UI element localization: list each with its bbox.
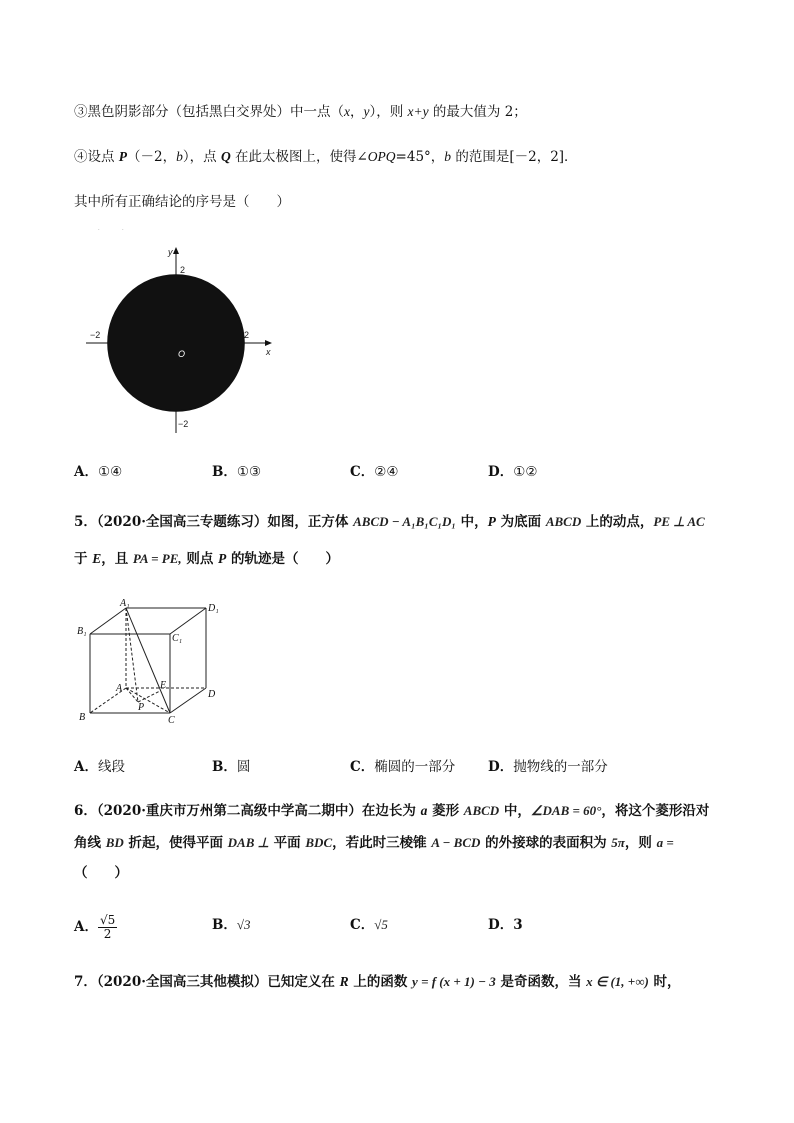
q6-plane2: BDC <box>305 835 333 850</box>
q6-mid: 菱形 <box>427 803 464 819</box>
q5-l2a: 于 <box>74 551 93 567</box>
option-label: C． <box>350 759 375 775</box>
edge-C1-D1 <box>170 608 206 634</box>
option-text: 线段 <box>97 759 125 775</box>
q6-tetra: A − BCD <box>431 835 481 850</box>
statement-4-text-c: ），点 <box>182 149 221 165</box>
option-text: ①③ <box>236 464 262 480</box>
option-label: B． <box>212 917 237 933</box>
x-arrow <box>265 340 272 346</box>
edge-B1-A1 <box>90 608 126 634</box>
q5-stem-line-2 <box>74 549 339 569</box>
q7-mid: 上的函数 <box>348 974 413 990</box>
option-label: C． <box>350 464 375 480</box>
edge-C-D <box>170 688 206 713</box>
q5-l2b: ，且 <box>101 551 133 567</box>
q6-l2b: 折起，使得平面 <box>123 835 228 851</box>
svg-text:.: . <box>98 226 100 232</box>
y-axis-label: y <box>168 247 173 257</box>
var-Q: Q <box>220 149 231 164</box>
option-label: C． <box>350 917 375 933</box>
var-b-2: b <box>444 149 452 164</box>
cube-figure <box>74 598 234 728</box>
option-label: A． <box>74 464 98 480</box>
q7-tail: 时， <box>648 974 681 990</box>
fraction-sqrt5-over-2 <box>98 914 117 941</box>
q6-options <box>74 914 724 944</box>
option-text: √3 <box>236 917 251 932</box>
fraction-denominator: 2 <box>103 927 112 941</box>
q6-mid2: 中， <box>499 803 531 819</box>
comma: ， <box>350 104 364 120</box>
q6-l2a: 角线 <box>74 835 106 851</box>
q6-option-d[interactable] <box>488 914 523 936</box>
x-axis-label: x <box>266 347 271 357</box>
q5-l2c: 则点 <box>181 551 219 567</box>
q4-option-b[interactable] <box>212 461 261 483</box>
q5-option-c[interactable] <box>350 756 455 778</box>
q5-mid2: 为底面 <box>495 514 546 530</box>
label-A: A <box>116 683 123 694</box>
option-label: D． <box>488 759 514 775</box>
q5-stem-line-1 <box>74 512 705 532</box>
option-text: 3 <box>513 917 523 933</box>
option-label: A． <box>74 759 98 775</box>
q5-mid: 中， <box>455 514 488 530</box>
q5-perp: PE ⊥ AC <box>653 514 705 529</box>
label-D: D <box>208 689 216 700</box>
q7-mid2: 是奇函数，当 <box>495 974 587 990</box>
label-E: E <box>160 680 167 691</box>
label-P: P <box>138 702 145 713</box>
bottom-tick-label: −2 <box>178 419 189 429</box>
right-tick-label: 2 <box>244 330 250 340</box>
q6-option-c[interactable] <box>350 914 388 936</box>
statement-4-text-b: （－2， <box>127 149 177 165</box>
var-b: b <box>176 149 183 164</box>
statement-3-text-a: ③黑色阴影部分（包括黑白交界处）中一点（ <box>74 104 344 120</box>
q6-stem-line-1 <box>74 801 709 821</box>
top-tick-label: 2 <box>180 265 186 275</box>
option-text: √5 <box>374 917 388 932</box>
q5-var-E: E <box>92 551 102 566</box>
q7-stem-line-1 <box>74 972 681 992</box>
option-text: ①② <box>513 464 538 480</box>
option-text: 椭圆的一部分 <box>374 759 456 775</box>
q6-BD: BD <box>105 835 124 850</box>
q4-option-c[interactable] <box>350 461 398 483</box>
q7-var-R: R <box>339 974 349 989</box>
q5-eq: PA = PE, <box>132 551 182 566</box>
q7-lead: 7．（2020·全国高三其他模拟）已知定义在 <box>74 974 340 990</box>
q4-prompt: 其中所有正确结论的序号是（ ） <box>74 194 290 210</box>
q6-option-a[interactable] <box>74 914 117 941</box>
option-text: 圆 <box>236 759 251 775</box>
q6-shape: ABCD <box>463 803 500 818</box>
q6-l2f: ，则 <box>624 835 657 851</box>
statement-4-text-d: 在此太极图上，使得∠ <box>230 149 368 165</box>
q5-mid3: 上的动点， <box>581 514 654 530</box>
statement-4-text-e: =45°， <box>395 149 445 165</box>
label-A1: A₁ <box>120 598 130 609</box>
y-arrow <box>173 247 179 254</box>
q6-var-a: a <box>420 803 428 818</box>
q6-mid3: ，将这个菱形沿对 <box>601 803 710 819</box>
q6-area: 5π <box>611 835 625 850</box>
var-x: x <box>344 104 350 119</box>
q4-option-d[interactable] <box>488 461 537 483</box>
option-text: ①④ <box>97 464 123 480</box>
q6-option-b[interactable] <box>212 914 251 936</box>
option-label: B． <box>212 759 237 775</box>
statement-4-text-f: 的范围是[－2，2]． <box>451 149 578 165</box>
q6-lead: 6．（2020·重庆市万州第二高级中学高二期中）在边长为 <box>74 803 421 819</box>
statement-3 <box>74 102 527 122</box>
statement-4 <box>74 147 578 167</box>
q5-lead: 5．（2020·全国高三专题练习）如图，正方体 <box>74 514 354 530</box>
q6-l2e: 的外接球的表面积为 <box>480 835 612 851</box>
var-P: P <box>118 149 128 164</box>
label-B1: B₁ <box>77 626 87 637</box>
svg-text:.: . <box>122 226 124 232</box>
q6-l2d: ，若此时三棱锥 <box>332 835 432 851</box>
q4-options <box>74 461 724 483</box>
q5-option-b[interactable] <box>212 756 250 778</box>
label-C1: C₁ <box>172 633 183 644</box>
option-label: D． <box>488 464 514 480</box>
var-y: y <box>363 104 370 119</box>
q5-var-P-2: P <box>218 551 227 566</box>
q6-stem-line-3: （ ） <box>74 865 128 881</box>
q4-option-a[interactable] <box>74 461 122 483</box>
segment-A-C <box>126 688 170 713</box>
fraction-numerator: √5 <box>99 913 116 927</box>
q6-l2c: 平面 <box>268 835 306 851</box>
q6-aeq: a = <box>656 835 674 850</box>
left-tick-label: −2 <box>90 330 101 340</box>
option-label: B． <box>212 464 237 480</box>
q5-option-a[interactable] <box>74 756 125 778</box>
statement-4-text-a: ④设点 <box>74 149 119 165</box>
statement-3-text-b: ），则 <box>369 104 408 120</box>
label-B: B <box>79 712 86 723</box>
q6-angle: ∠DAB = 60° <box>530 803 602 818</box>
origin-label: O <box>178 349 186 359</box>
expr-x-plus-y: x+y <box>407 104 429 119</box>
taiji-figure <box>74 225 284 440</box>
option-text: 抛物线的一部分 <box>513 759 608 775</box>
q7-domain: x ∈ (1, +∞) <box>586 974 649 989</box>
q7-func: y = f (x + 1) − 3 <box>412 974 496 989</box>
var-OPQ: OPQ <box>367 149 396 164</box>
label-D1: D₁ <box>208 603 219 614</box>
q5-base: ABCD <box>545 514 582 529</box>
q6-stem-line-2 <box>74 833 674 853</box>
q5-var-P: P <box>487 514 496 529</box>
option-label: A． <box>74 919 98 935</box>
statement-3-text-c: 的最大值为 2； <box>428 104 527 120</box>
q5-cube-name: ABCD − A₁B₁C₁D₁ <box>353 514 456 529</box>
q5-l2d: 的轨迹是（ ） <box>226 551 339 567</box>
option-text: ②④ <box>374 464 399 480</box>
q5-option-d[interactable] <box>488 756 608 778</box>
option-label: D． <box>488 917 514 933</box>
q6-plane1: DAB ⊥ <box>227 835 269 850</box>
q5-options <box>74 756 724 778</box>
label-C: C <box>168 715 175 726</box>
